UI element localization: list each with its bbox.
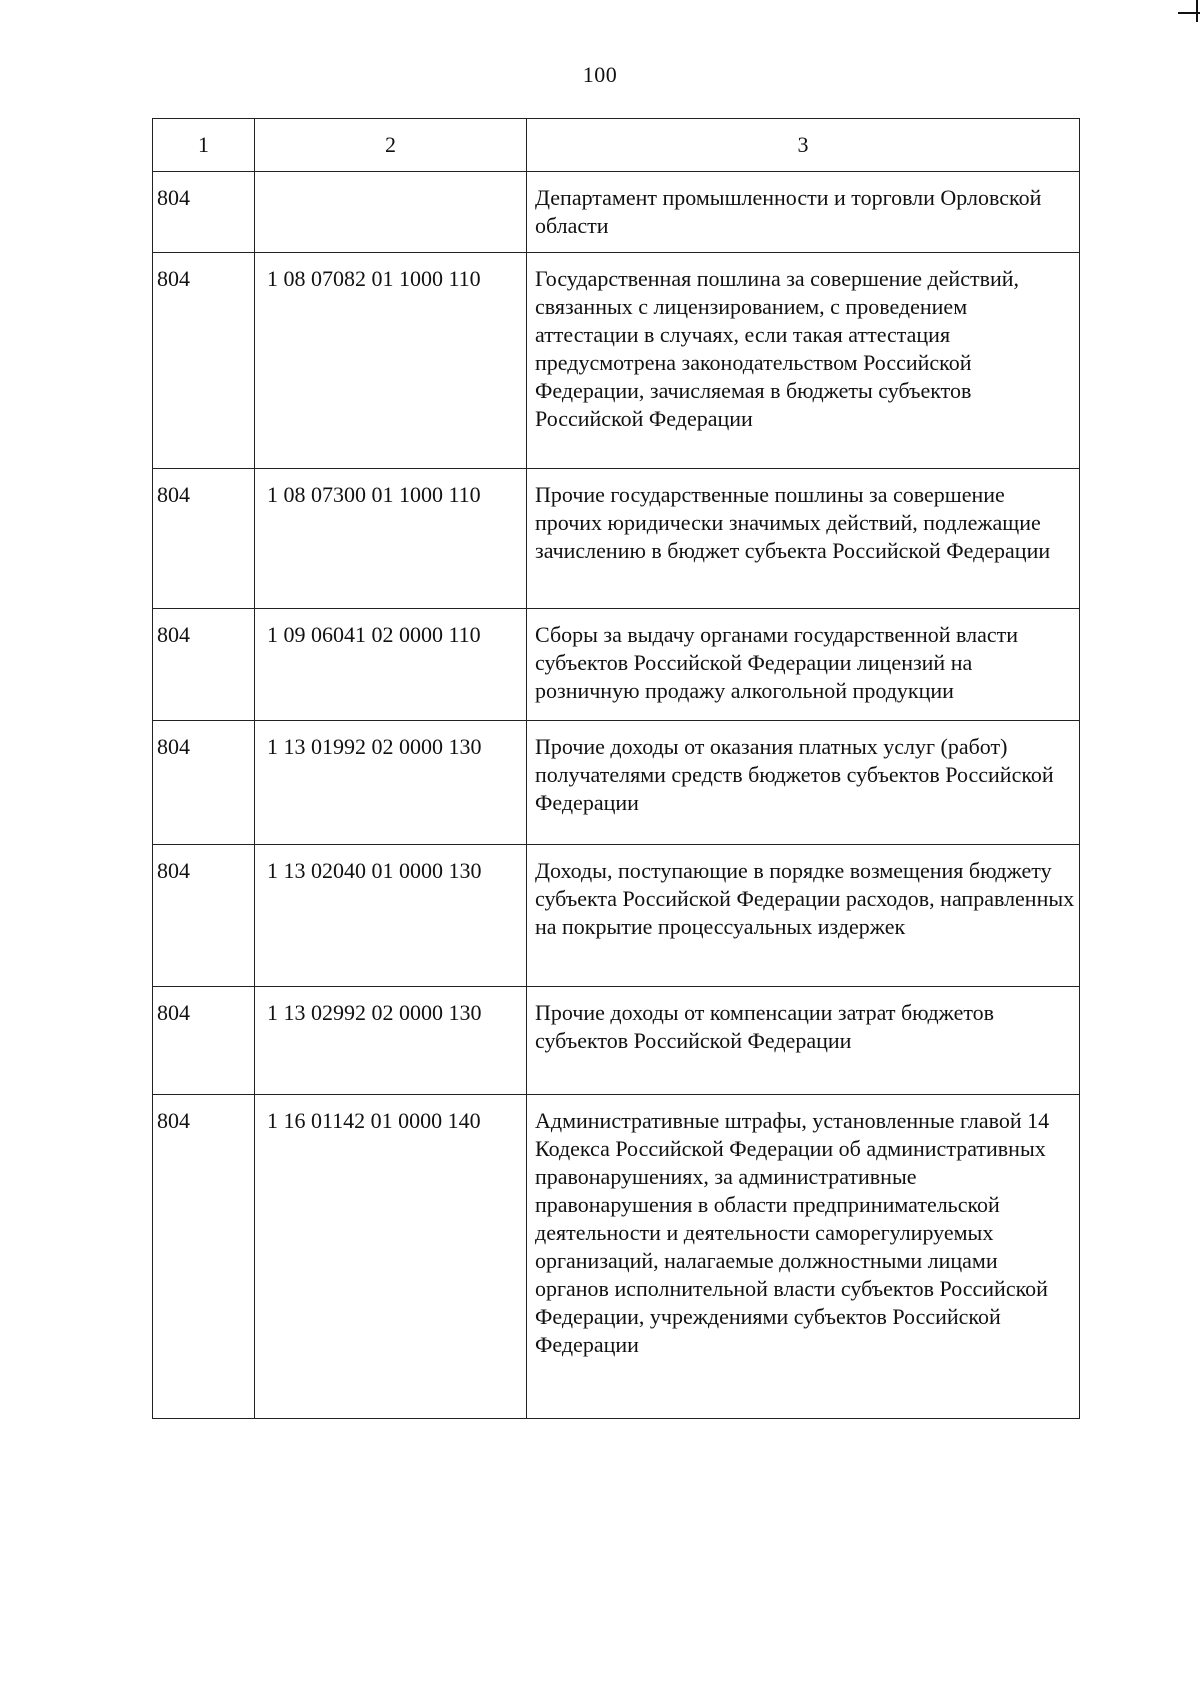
admin-code-cell: 804	[153, 987, 255, 1095]
table-header-row	[153, 119, 1080, 172]
description-cell: Государственная пошлина за совершение действий, связанных с лицензированием, с проведением аттестации в случаях, если такая аттестация предусмотрена законодательством Российской Федерации, зачисляемая в бюджеты субъектов Российской Федерации	[527, 253, 1080, 469]
table-row	[153, 1095, 1080, 1419]
description-cell: Административные штрафы, установленные главой 14 Кодекса Российской Федерации об административных правонарушениях, за административные правонарушения в области предпринимательской деятельности и деятельности саморегулируемых организаций, налагаемые должностными лицами органов исполнительной власти субъектов Российской Федерации, учреждениями субъектов Российской Федерации	[527, 1095, 1080, 1419]
description-cell: Прочие доходы от оказания платных услуг (работ) получателями средств бюджетов субъектов Российской Федерации	[527, 721, 1080, 845]
table-row	[153, 845, 1080, 987]
table-row	[153, 987, 1080, 1095]
description-cell: Сборы за выдачу органами государственной власти субъектов Российской Федерации лицензий на розничную продажу алкогольной продукции	[527, 609, 1080, 721]
table-row	[153, 172, 1080, 253]
description-cell: Доходы, поступающие в порядке возмещения бюджету субъекта Российской Федерации расходов, направленных на покрытие процессуальных издержек	[527, 845, 1080, 987]
corner-crop-mark	[1178, 0, 1200, 14]
description-cell: Прочие государственные пошлины за совершение прочих юридически значимых действий, подлежащие зачислению в бюджет субъекта Российской Федерации	[527, 469, 1080, 609]
page-number: 100	[582, 62, 618, 87]
table-row	[153, 469, 1080, 609]
revenue-code-cell: 1 13 02992 02 0000 130	[255, 987, 527, 1095]
admin-code-cell: 804	[153, 609, 255, 721]
revenue-code-cell: 1 08 07082 01 1000 110	[255, 253, 527, 469]
admin-code-cell: 804	[153, 721, 255, 845]
column-header-3: 3	[527, 119, 1080, 172]
revenue-code-cell: 1 08 07300 01 1000 110	[255, 469, 527, 609]
budget-revenue-table	[152, 118, 1080, 1419]
revenue-code-cell	[255, 172, 527, 253]
admin-code-cell: 804	[153, 172, 255, 253]
revenue-code-cell: 1 09 06041 02 0000 110	[255, 609, 527, 721]
revenue-code-cell: 1 13 02040 01 0000 130	[255, 845, 527, 987]
table-row	[153, 253, 1080, 469]
revenue-code-cell: 1 16 01142 01 0000 140	[255, 1095, 527, 1419]
column-header-1: 1	[153, 119, 255, 172]
table-row	[153, 721, 1080, 845]
admin-code-cell: 804	[153, 469, 255, 609]
column-header-2: 2	[255, 119, 527, 172]
admin-code-cell: 804	[153, 253, 255, 469]
revenue-code-cell: 1 13 01992 02 0000 130	[255, 721, 527, 845]
description-cell: Прочие доходы от компенсации затрат бюджетов субъектов Российской Федерации	[527, 987, 1080, 1095]
admin-code-cell: 804	[153, 1095, 255, 1419]
description-cell: Департамент промышленности и торговли Орловской области	[527, 172, 1080, 253]
admin-code-cell: 804	[153, 845, 255, 987]
table-row	[153, 609, 1080, 721]
